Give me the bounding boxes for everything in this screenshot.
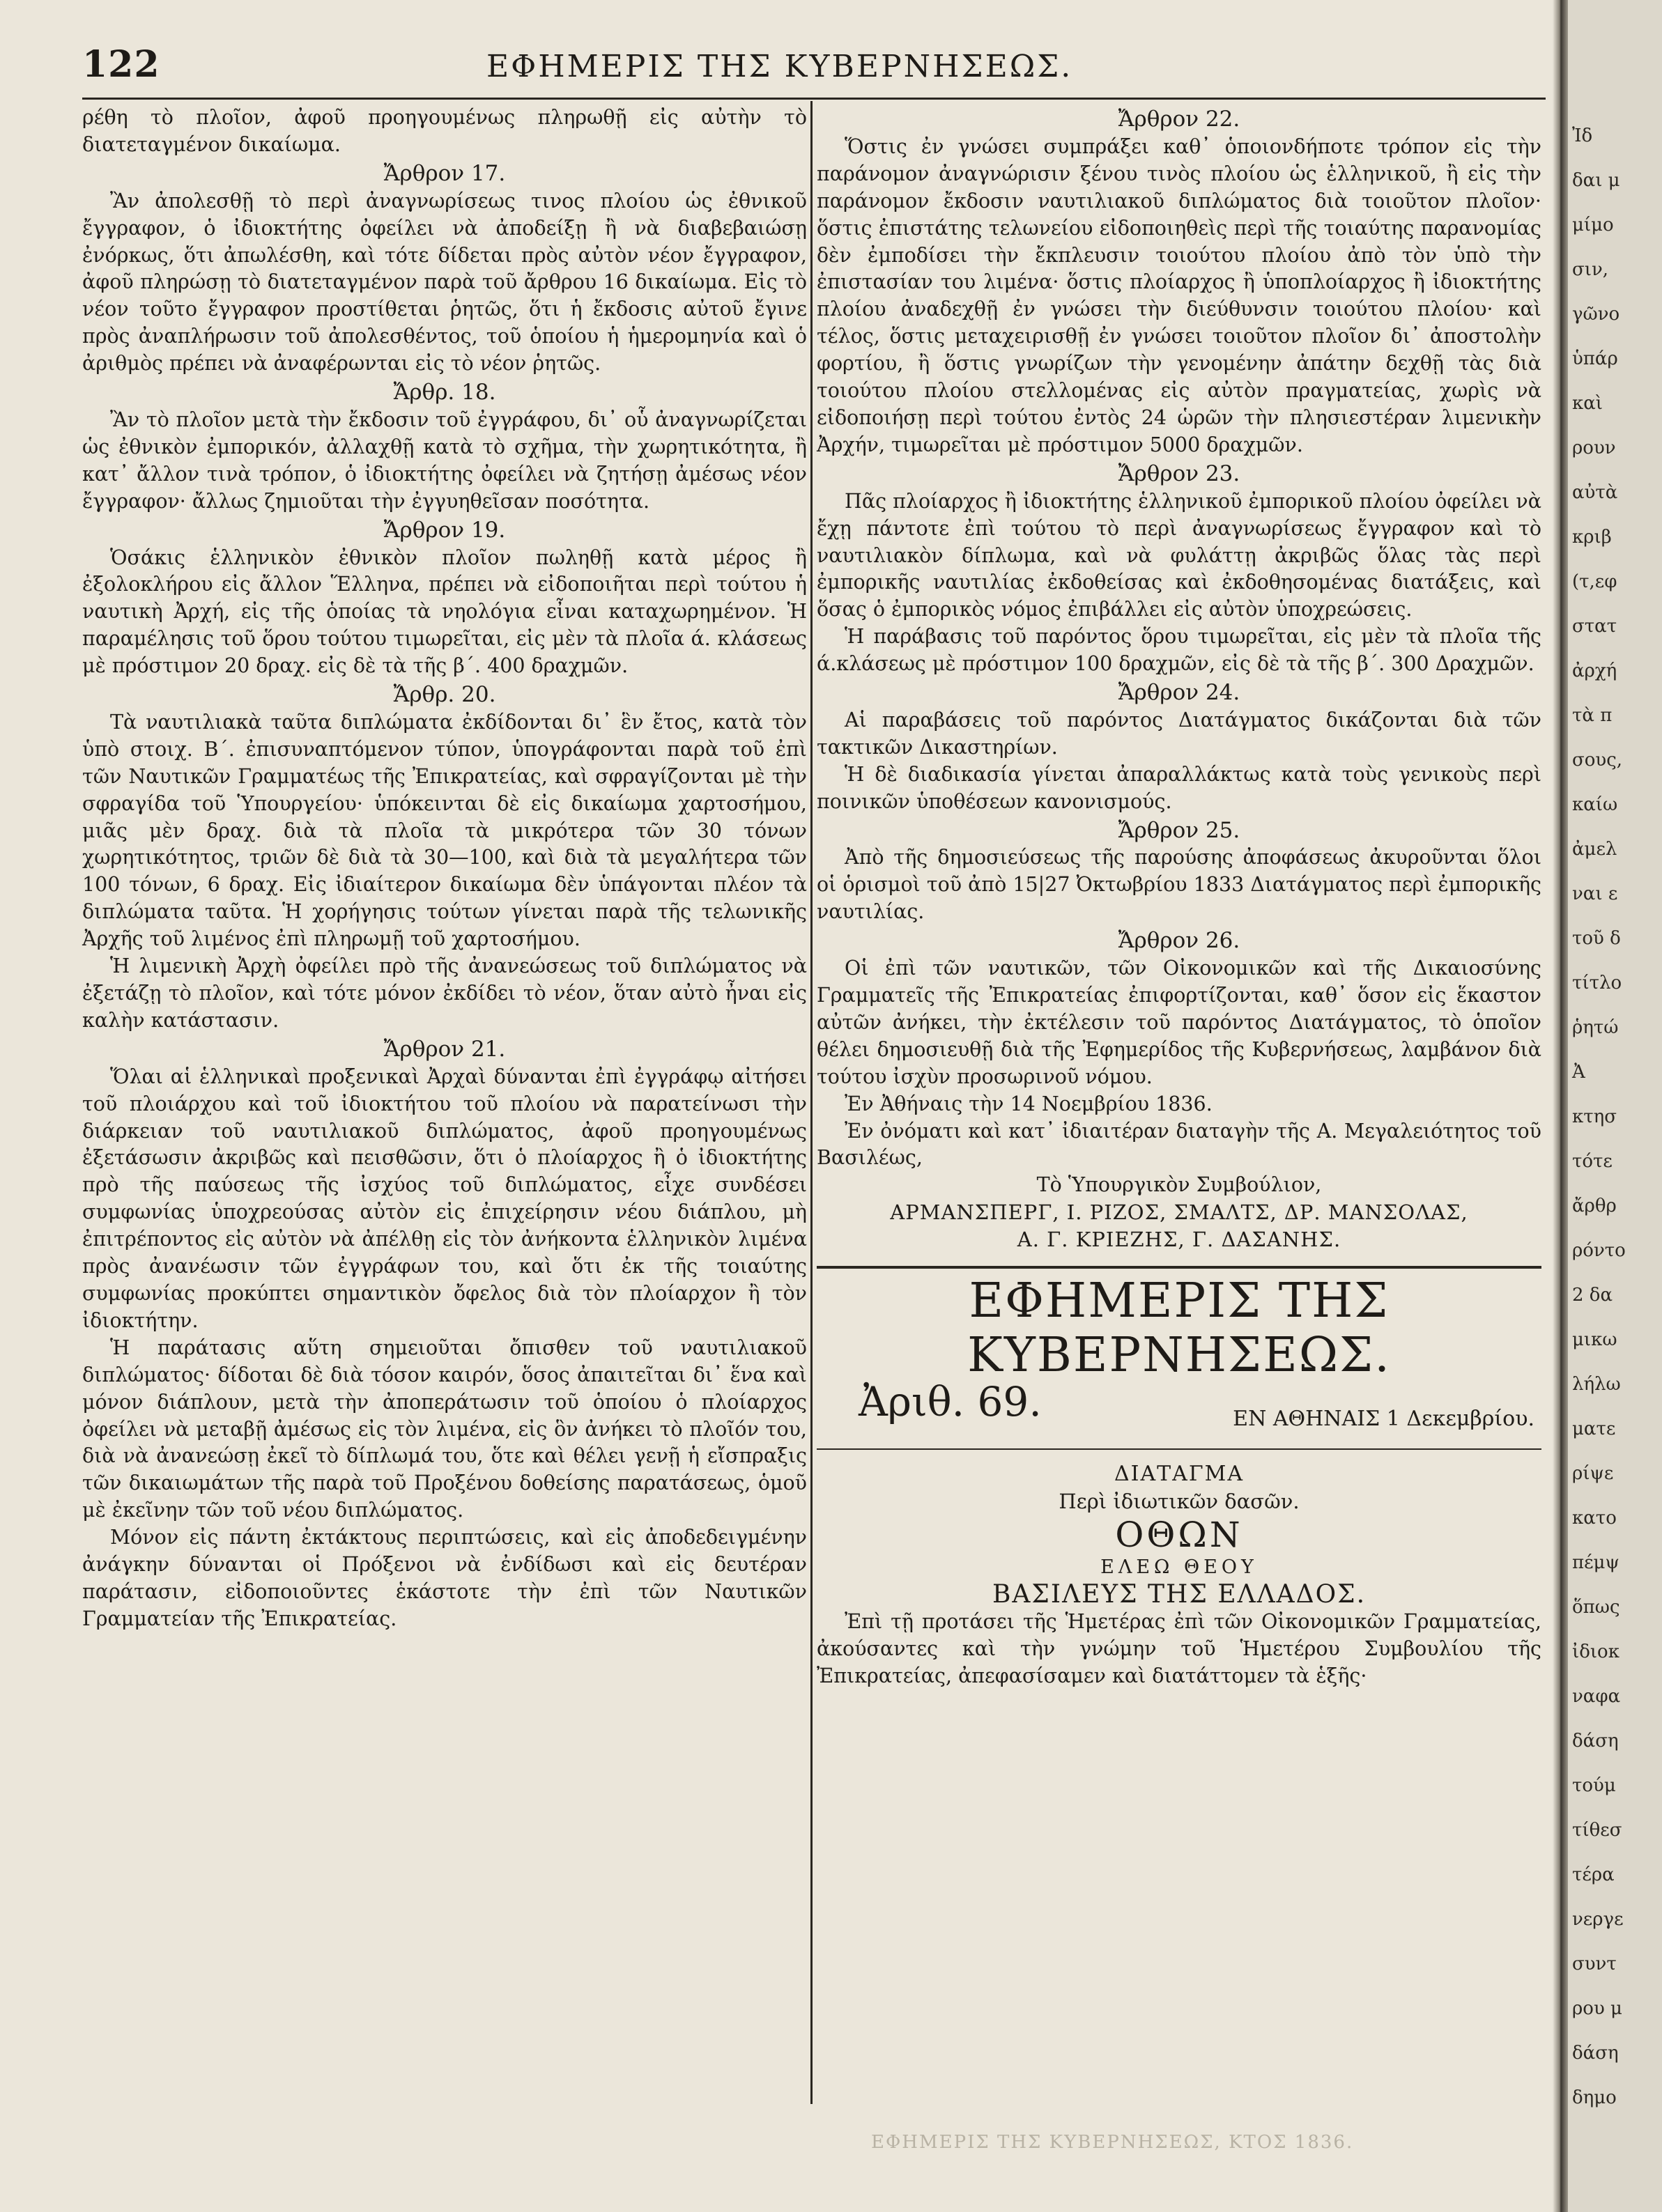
facing-page-fragment: ὅπως [1572,1597,1620,1618]
facing-page-fragment: δάση [1572,1731,1619,1751]
left-column [82,105,807,1633]
paragraph: ρέθη τὸ πλοῖον, ἀφοῦ προηγουμένως πληρωθῇ εἰς αὐτὴν τὸ διατεταγμένον δικαίωμα. [82,106,807,156]
paragraph: Ἂν τὸ πλοῖον μετὰ τὴν ἔκδοσιν τοῦ ἐγγράφου, δι᾽ οὗ ἀναγνωρίζεται ὡς ἐθνικὸν ἐμπορικόν, ἀλλαχθῇ κατὰ τὸ σχῆμα, τὴν χωρητικότητα, ἢ κατ᾽ ἄλλον τινὰ τρόπον, ὁ ἰδιοκτήτης ὀφείλει νὰ ζητήσῃ ἀμέσως νέον ἔγγραφον· ἄλλως ζημιοῦται τὴν ἐγγυηθεῖσαν ποσότητα. [82,408,807,513]
right-column [817,105,1541,1689]
facing-page-fragment: σιν, [1572,259,1609,280]
facing-page-fragment: καίω [1572,794,1618,815]
facing-page-fragment: τότε [1572,1151,1613,1172]
facing-page-fragment: τούμ [1572,1775,1616,1796]
paragraph: Ἡ λιμενικὴ Ἀρχὴ ὀφείλει πρὸ τῆς ἀνανεώσεως τοῦ διπλώματος νὰ ἐξετάζῃ τὸ πλοῖον, καὶ τότε μόνον ἐκδίδει τὸ νέον, ὅταν αὐτὸ ἦναι εἰς καλὴν κατάστασιν. [82,954,807,1032]
facing-page-fragment: συντ [1572,1954,1617,1974]
paragraph: Μόνον εἰς πάντη ἐκτάκτους περιπτώσεις, καὶ εἰς ἀποδεδειγμένην ἀνάγκην δύνανται οἱ Πρόξενοι νὰ ἐνδίδωσι καὶ εἰς δευτέραν παράτασιν, εἰδοποιοῦντες ἑκάστοτε τὴν ἐπὶ τῶν Ναυτικῶν Γραμματείαν τῆς Ἐπικρατείας. [82,1526,807,1630]
paragraph: Ἡ παράτασις αὕτη σημειοῦται ὄπισθεν τοῦ ναυτιλιακοῦ διπλώματος· δίδοται δὲ διὰ τόσον καιρόν, ὅσος ἀπαιτεῖται δι᾽ ἕνα καὶ μόνον διάπλουν, μετὰ τὴν ἀποπεράτωσιν τοῦ ὁποίου ὁ πλοίαρχος ὀφείλει νὰ μεταβῇ ἀμέσως εἰς τὸν λιμένα, εἰς ὃν ἀνήκει τὸ πλοῖόν του, διὰ νὰ ἀνανεώσῃ ἐκεῖ τὸ δίπλωμά του, ὅτε καὶ θέλει γενῇ ἡ εἴσπραξις τῶν δικαιωμάτων τῆς παρὰ τοῦ Προξένου δοθείσης παρατάσεως, ὁμοῦ μὲ ἐκεῖνην τῶν τοῦ νέου διπλώματος. [82,1336,807,1522]
column-rule [810,101,813,2104]
paragraph: Ἂν ἀπολεσθῇ τὸ περὶ ἀναγνωρίσεως τινος πλοίου ὡς ἐθνικοῦ ἔγγραφον, ὁ ἰδιοκτήτης ὀφείλει νὰ ἀποδείξῃ ἢ νὰ διαβεβαιώσῃ ἐνόρκως, ὅτι ἀπωλέσθη, καὶ τότε δίδεται πρὸς αὐτὸν νέον ἔγγραφον, ἀφοῦ πληρώσῃ τὸ διατεταγμένον παρὰ τοῦ ἄρθρου 16 δικαίωμα. Εἰς τὸ νέον τοῦτο ἔγγραφον προστίθεται ῥητῶς, ὅτι ἡ ἔκδοσις αὐτοῦ ἔγινε πρὸς ἀναπλήρωσιν τοῦ ἀπολεσθέντος, τοῦ ὁποίου ἡ ἡμερομηνία καὶ ὁ ἀριθμὸς πρέπει νὰ ἀναφέρωνται εἰς τὸ νέον ῥητῶς. [82,189,807,376]
facing-page-fragment: ναφα [1572,1686,1621,1707]
page-number: 122 [82,43,160,86]
article-heading: Ἄρθρ. 20. [393,682,496,708]
king-grace: ΕΛΕΩ ΘΕΟΥ [1100,1556,1258,1578]
facing-page-fragment: ἄρθρ [1572,1196,1617,1216]
facing-page-fragment: ρίψε [1572,1463,1614,1484]
king-title: ΒΑΣΙΛΕΥΣ ΤΗΣ ΕΛΛΑΔΟΣ. [992,1579,1367,1609]
paragraph: Ἡ δὲ διαδικασία γίνεται ἀπαραλλάκτως κατὰ τοὺς γενικοὺς περὶ ποινικῶν ὑποθέσεων κανονισμούς. [817,762,1541,813]
paragraph: Ὅλαι αἱ ἑλληνικαὶ προξενικαὶ Ἀρχαὶ δύνανται ἐπὶ ἐγγράφῳ αἰτήσει τοῦ πλοιάρχου καὶ τοῦ ἰδιοκτήτου τοῦ πλοίου νὰ παρατείνωσι τὴν διάρκειαν τοῦ ναυτιλιακοῦ διπλώματος, ἀφοῦ προηγουμένως ἐξετάσωσιν ἀκριβῶς καὶ πεισθῶσιν, ὅτι ὁ πλοίαρχος ἢ ὁ ἰδιοκτήτης πρὸ τῆς παύσεως τῆς ἰσχύος τοῦ διπλώματος, εἶχε συνδέσει συμφωνίας ὑποχρεούσας αὐτὸν εἰς ἐπιχείρησιν νέου διάπλου, μὴ ἐπιτρέποντος εἰς αὐτὸν νὰ ἀπέλθῃ εἰς τὸν ἀνήκοντα ἑλληνικὸν λιμένα πρὸς ἀνανέωσιν τῶν ἐγγράφων του, καὶ ὅτι ἐκ τῆς τοιαύτης συμφωνίας προκύπτει σημαντικὸν ὄφελος διὰ τὸν πλοίαρχον ἢ τὸν ἰδιοκτήτην. [82,1065,807,1332]
article-heading: Ἄρθρον 23. [1118,461,1240,486]
page-header [82,43,1546,92]
facing-page-fragment: Ἰδ [1572,125,1593,146]
facing-page-fragment: ῥητώ [1572,1017,1619,1038]
masthead: ΕΦΗΜΕΡΙΣ ΤΗΣ ΚΥΒΕΡΝΗΣΕΩΣ. [967,1274,1391,1384]
paragraph: Ὅστις ἐν γνώσει συμπράξει καθ᾽ ὁποιονδήποτε τρόπον εἰς τὴν παράνομον ἀναγνώρισιν ξένου τινὸς πλοίου ὡς ἑλληνικοῦ, ἢ εἰς τὴν παράνομον ἔκδοσιν ναυτιλιακοῦ διπλώματος διὰ τοιοῦτον πλοῖον· ὅστις ἐπιστάτης τελωνείου εἰδοποιηθεὶς περὶ τῆς τοιαύτης παρανομίας δὲν ἐμποδίσει τὴν ἔκπλευσιν τοιούτου πλοίου ἀπὸ τὸν ὑπὸ τὴν ἐπιστασίαν του λιμένα· ὅστις πλοίαρχος ἢ ὑποπλοίαρχος ἢ ἰδιοκτήτης πλοίου ἀναδεχθῇ ἐν γνώσει τὴν διεύθυνσιν τοιούτου πλοίου· καὶ τέλος, ὅστις μεταχειρισθῇ ἐν γνώσει τοιοῦτον πλοῖον δι᾽ ἀποστολὴν φορτίου, ἢ ὅστις γνωρίζων τὴν γενομένην ἀπάτην δεχθῇ τὰς διὰ τοιούτου πλοίου στελλομένας εἰς αὐτὸν πραγματείας, χωρὶς νὰ εἰδοποιήσῃ περὶ τούτου ἐντὸς 24 ὡρῶν τὴν πλησιεστέραν λιμενικὴν Ἀρχήν, τιμωρεῖται μὲ πρόστιμον 5000 δραχμῶν. [817,134,1541,456]
article-heading: Ἄρθρον 25. [1118,817,1240,843]
facing-page-fragment: τοῦ δ [1572,928,1621,949]
facing-page-fragment: σους, [1572,750,1623,771]
facing-page-fragment: μικω [1572,1329,1617,1350]
decree-subject: Περὶ ἰδιωτικῶν δασῶν. [1059,1489,1300,1513]
facing-page-fragment: δημο [1572,2087,1617,2108]
facing-page-fragment: ἀμελ [1572,839,1617,860]
facing-page-fragment: τὰ π [1572,705,1613,726]
facing-page-fragment: ἀρχή [1572,660,1617,681]
masthead-rule [817,1448,1541,1450]
decree-opening: Ἐπὶ τῇ προτάσει τῆς Ἡμετέρας ἐπὶ τῶν Οἰκονομικῶν Γραμματείας, ἀκούσαντες καὶ τὴν γνώμην τοῦ Ἡμετέρου Συμβουλίου τῆς Ἐπικρατείας, ἀπεφασίσαμεν καὶ διατάττομεν τὰ ἑξῆς· [817,1609,1541,1687]
right-column-articles [817,106,1541,1253]
facing-page-fragment: 2 δα [1572,1285,1613,1306]
paragraph: Ὁσάκις ἑλληνικὸν ἐθνικὸν πλοῖον πωληθῇ κατὰ μέρος ἢ ἐξολοκλήρου εἰς ἄλλον Ἕλληνα, πρέπει νὰ εἰδοποιῆται περὶ τούτου ἡ ναυτικὴ Ἀρχή, εἰς τῆς ὁποίας τὰ νηολόγια εἶναι καταχωρημένον. Ἡ παραμέλησις τοῦ ὅρου τούτου τιμωρεῖται, εἰς μὲν τὰ πλοῖα ά. κλάσεως μὲ πρόστιμον 20 δραχ. εἰς δὲ τὰ τῆς β΄. 400 δραχμῶν. [82,546,807,678]
council-line: Τὸ Ὑπουργικὸν Συμβούλιον, [1036,1173,1322,1197]
facing-page-fragment: Ἀ [1572,1062,1585,1083]
decree-title: ΔΙΑΤΑΓΜΑ [1114,1462,1245,1487]
article-heading: Ἄρθρον 17. [383,160,506,186]
facing-page-fragment: γῶνο [1572,304,1620,325]
paragraph: Ἐν ὀνόματι καὶ κατ᾽ ἰδιαιτέραν διαταγὴν τῆς Α. Μεγαλειότητος τοῦ Βασιλέως, [817,1119,1541,1170]
facing-page-fragment: αὐτὰ [1572,482,1618,503]
facing-page-fragment: νεργε [1572,1909,1624,1930]
signatories: Α. Γ. ΚΡΙΕΖΗΣ, Γ. ΔΑΣΑΝΗΣ. [1017,1228,1341,1252]
facing-page-fragment: ρουν [1572,438,1616,458]
facing-page-fragment: δάση [1572,2043,1619,2064]
paragraph: Οἱ ἐπὶ τῶν ναυτικῶν, τῶν Οἰκονομικῶν καὶ τῆς Δικαιοσύνης Γραμματεῖς τῆς Ἐπικρατείας ἐπιφορτίζονται, καθ᾽ ὅσον εἰς ἕκαστον αὐτῶν ἀνήκει, τὴν ἐκτέλεσιν τοῦ παρόντος Διατάγματος, τὸ ὁποῖον θέλει δημοσιευθῇ διὰ τῆς Ἐφημερίδος τῆς Κυβερνήσεως, λαμβάνον διὰ τούτου ἰσχὺν προσωρινοῦ νόμου. [817,957,1541,1088]
article-heading: Ἄρθρον 24. [1118,680,1240,706]
paragraph: Ἡ παράβασις τοῦ παρόντος ὅρου τιμωρεῖται, εἰς μὲν τὰ πλοῖα τῆς ά.κλάσεως μὲ πρόστιμον 100 δραχμῶν, εἰς δὲ τὰ τῆς β΄. 300 Δραχμῶν. [817,625,1541,676]
paragraph: Τὰ ναυτιλιακὰ ταῦτα διπλώματα ἐκδίδονται δι᾽ ἓν ἔτος, κατὰ τὸν ὑπὸ στοιχ. Β΄. ἐπισυναπτόμενον τύπον, ὑπογράφονται παρὰ τοῦ ἐπὶ τῶν Ναυτικῶν Γραμματέως τῆς Ἐπικρατείας, καὶ σφραγίζονται μὲ τὴν σφραγίδα τοῦ Ὑπουργείου· ὑπόκεινται δὲ εἰς δικαίωμα χαρτοσήμου, μιᾶς μὲν δραχ. διὰ τὰ πλοῖα τὰ μικρότερα τῶν 30 τόνων χωρητικότητος, τριῶν δὲ διὰ τὰ 30—100, καὶ διὰ τὰ μεγαλήτερα τῶν 100 τόνων, 6 δραχ. Εἰς ἰδιαίτερον δικαίωμα δὲν ὑπάγονται πλέον τὰ διπλώματα ταῦτα. Ἡ χορήγησις τούτων γίνεται παρὰ τῆς τελωνικῆς Ἀρχῆς τοῦ λιμένος ἐπὶ πληρωμῇ τοῦ χαρτοσήμου. [82,710,807,951]
article-heading: Ἄρθρ. 18. [393,380,496,405]
facing-page-fragment: (τ,εφ [1572,571,1617,592]
facing-page-fragment: κριβ [1572,527,1612,548]
article-heading: Ἄρθρον 26. [1118,928,1240,954]
facing-page-fragment: ἰδιοκ [1572,1641,1619,1662]
facing-page-fragment: στατ [1572,616,1617,637]
facing-page-fragment: κατο [1572,1508,1617,1529]
facing-page-fragment: μίμο [1572,215,1614,235]
facing-page-fragment: ὑπάρ [1572,348,1618,369]
issue-date: ΕΝ ΑΘΗΝΑΙΣ 1 Δεκεμβρίου. [1233,1407,1534,1432]
paragraph: Αἱ παραβάσεις τοῦ παρόντος Διατάγματος δικάζονται διὰ τῶν τακτικῶν Δικαστηρίων. [817,708,1541,759]
facing-page-fragment: καὶ [1572,393,1603,414]
issue-number: Ἀριθ. 69. [859,1378,1042,1426]
bleed-through-text: ΕΦΗΜΕΡΙΣ ΤΗΣ ΚΥΒΕΡΝΗΣΕΩΣ, ΚΤΟΣ 1836. [871,2132,1354,2153]
facing-page-fragment: λήλω [1572,1374,1621,1395]
header-rule [82,98,1546,100]
issue-row [817,1378,1541,1434]
facing-page-fragment: ρου μ [1572,1998,1622,2019]
article-heading: Ἄρθρον 19. [383,517,506,543]
article-heading: Ἄρθρον 21. [383,1036,506,1062]
issue-separator [817,1266,1541,1269]
facing-page-fragment: ρόντο [1572,1240,1626,1261]
signatories: ΑΡΜΑΝΣΠΕΡΓ, Ι. ΡΙΖΟΣ, ΣΜΑΛΤΣ, ΔΡ. ΜΑΝΣΟΛΑΣ, [890,1200,1468,1225]
facing-page-fragment: ματε [1572,1418,1616,1439]
paragraph: Ἀπὸ τῆς δημοσιεύσεως τῆς παρούσης ἀποφάσεως ἀκυροῦνται ὅλοι οἱ ὁρισμοὶ τοῦ ἀπὸ 15|27 Ὀκτωβρίου 1833 Διατάγματος περὶ ἐμπορικῆς ναυτιλίας. [817,846,1541,924]
king-name: ΟΘΩΝ [1115,1514,1243,1555]
facing-page-fragment: τίθεσ [1572,1820,1622,1841]
facing-page-fragment: τίτλο [1572,973,1622,993]
facing-page-fragment: κτησ [1572,1106,1617,1127]
article-heading: Ἄρθρον 22. [1118,107,1240,132]
running-title: ΕΦΗΜΕΡΙΣ ΤΗΣ ΚΥΒΕΡΝΗΣΕΩΣ. [486,49,1073,84]
facing-page-fragment: ναι ε [1572,883,1618,904]
book-gutter [1553,0,1568,2212]
facing-page-edge [1568,0,1662,2212]
paragraph: Ἐν Ἀθήναις τὴν 14 Νοεμβρίου 1836. [845,1092,1213,1115]
facing-page-fragment: πέμψ [1572,1552,1619,1573]
facing-page-fragment: δαι μ [1572,170,1620,191]
paragraph: Πᾶς πλοίαρχος ἢ ἰδιοκτήτης ἑλληνικοῦ ἐμπορικοῦ πλοίου ὀφείλει νὰ ἔχῃ πάντοτε ἐπὶ τούτου τὸ περὶ ἀναγνωρίσεως ἔγγραφον καὶ τὸ ναυτιλιακὸν δίπλωμα, καὶ νὰ φυλάττῃ ἀκριβῶς ὅλας τὰς περὶ ἐμπορικῆς ναυτιλίας ἐκδοθείσας καὶ ἐκδοθησομένας διατάξεις, καὶ ὅσας ὁ ἐμπορικὸς νόμος ἐπιβάλλει εἰς αὐτὸν ὑποχρεώσεις. [817,489,1541,621]
facing-page-fragment: τέρα [1572,1864,1615,1885]
